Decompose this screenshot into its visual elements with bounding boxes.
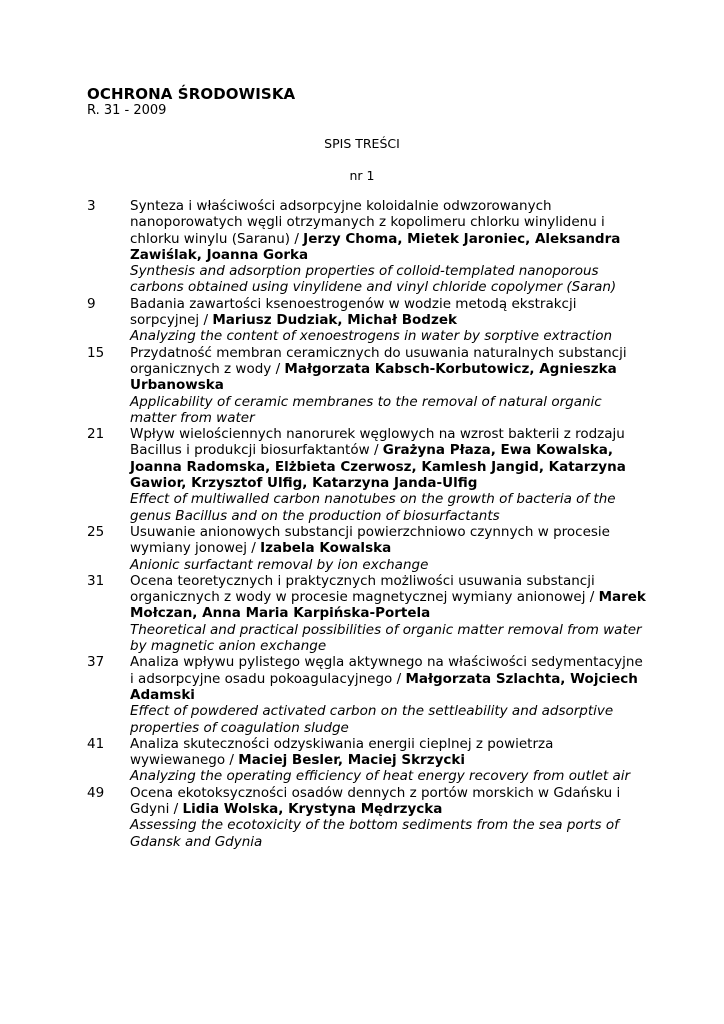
polish-title: Ocena teoretycznych i praktycznych możliwości usuwania substancji organicznych z wody w procesie magnetycznej wymiany anionowej / [130,572,599,606]
english-title: Analyzing the content of xenoestrogens in water by sorptive extraction [130,328,613,345]
toc-entry [87,573,647,654]
entry-body [130,426,647,524]
toc-entry [87,345,647,426]
table-of-contents [87,198,647,850]
page-number: 41 [87,735,105,752]
journal-title: OCHRONA ŚRODOWISKA [87,85,296,103]
authors: Maciej Besler, Maciej Skrzycki [238,752,465,769]
entry-body [130,573,647,654]
polish-title: Synteza i właściwości adsorpcyjne koloidalnie odwzorowanych nanoporowatych węgli otrzymanych z kopolimeru chlorku winylidenu i chlorku winylu (Saranu) / [130,198,605,247]
entry-body [130,654,647,735]
page-number: 9 [87,295,96,312]
authors: Jerzy Choma, Mietek Jaroniec, Aleksandra Zawiślak, Joanna Gorka [130,230,621,263]
journal-year: R. 31 - 2009 [87,103,167,118]
polish-title: Wpływ wielościennych nanorurek węglowych na wzrost bakterii z rodzaju Bacillus i produkcji biosurfaktantów / [130,426,625,459]
page-number: 49 [87,784,105,801]
toc-heading: SPIS TREŚCI [324,136,400,151]
polish-title: Usuwanie anionowych substancji powierzchniowo czynnych w procesie wymiany jonowej / [130,523,610,557]
toc-entry [87,785,647,850]
authors: Lidia Wolska, Krystyna Mędrzycka [182,800,443,817]
authors: Mariusz Dudziak, Michał Bodzek [212,312,457,329]
polish-title: Badania zawartości ksenoestrogenów w wodzie metodą ekstrakcji sorpcyjnej / [130,295,577,329]
authors: Izabela Kowalska [260,540,392,557]
english-title: Theoretical and practical possibilities of organic matter removal from water by magnetic anion exchange [130,621,642,655]
english-title: Anionic surfactant removal by ion exchange [130,556,429,573]
page-number: 31 [87,572,105,589]
toc-entry [87,736,647,785]
english-title: Applicability of ceramic membranes to the removal of natural organic matter from water [130,393,602,426]
polish-title: Analiza wpływu pylistego węgla aktywnego na właściwości sedymentacyjne i adsorpcyjne osadu pokoagulacyjnego / [130,654,643,687]
entry-body [130,785,647,850]
toc-entry [87,524,647,573]
page-number: 21 [87,426,105,443]
polish-title: Przydatność membran ceramicznych do usuwania naturalnych substancji organicznych z wody / [130,344,627,377]
toc-entry [87,198,647,296]
english-title: Analyzing the operating efficiency of heat energy recovery from outlet air [130,768,631,785]
english-title: Synthesis and adsorption properties of colloid-templated nanoporous carbons obtained using vinylidene and vinyl chloride copolymer (Saran) [130,263,617,296]
page-number: 3 [87,198,96,214]
issue-number: nr 1 [349,168,375,183]
authors: Małgorzata Szlachta, Wojciech Adamski [130,670,638,703]
entry-body [130,296,647,345]
toc-entry [87,296,647,345]
entry-body [130,736,647,785]
english-title: Effect of multiwalled carbon nanotubes on the growth of bacteria of the genus Bacillus and on the production of biosurfactants [130,491,616,524]
page-number: 37 [87,654,105,671]
polish-title: Ocena ekotoksyczności osadów dennych z portów morskich w Gdańsku i Gdyni / [130,784,621,817]
entry-body [130,198,647,296]
toc-entry [87,426,647,524]
page-number: 25 [87,523,105,540]
authors: Grażyna Płaza, Ewa Kowalska, Joanna Radomska, Elżbieta Czerwosz, Kamlesh Jangid, Katarzyna Gawior, Krzysztof Ulfig, Katarzyna Janda-Ulfig [130,442,626,492]
polish-title: Analiza skuteczności odzyskiwania energii cieplnej z powietrza wywiewanego / [130,735,554,769]
entry-body [130,524,647,573]
entry-body [130,345,647,426]
toc-entry [87,654,647,735]
authors: Marek Mołczan, Anna Maria Karpińska-Portela [130,589,646,622]
authors: Małgorzata Kabsch-Korbutowicz, Agnieszka Urbanowska [130,360,617,394]
english-title: Effect of powdered activated carbon on the settleability and adsorptive properties of coagulation sludge [130,703,614,736]
english-title: Assessing the ecotoxicity of the bottom sediments from the sea ports of Gdansk and Gdynia [130,817,619,850]
page-number: 15 [87,344,105,361]
